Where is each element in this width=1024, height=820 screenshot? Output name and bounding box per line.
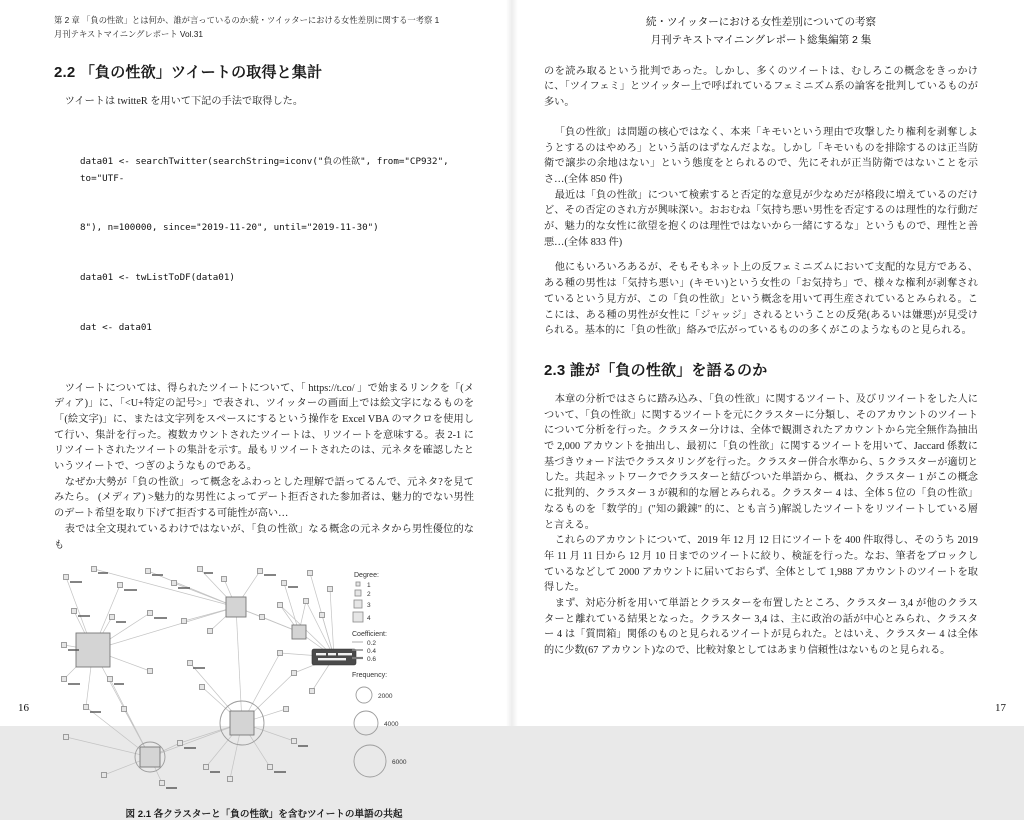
svg-text:6000: 6000 [392, 759, 407, 767]
figure-2-1 [54, 561, 474, 820]
paragraph-continuation: のを読み取るという批判であった。しかし、多くのツイートは、むしろこの概念をきっかけに、「ツイフェミ」とツイッター上で呼ばれているフェミニズム系の論客を批判しているものが多い。 [544, 65, 978, 109]
svg-text:0.4: 0.4 [367, 648, 377, 656]
paragraph-table-note: 表では全文現れているわけではないが、「負の性欲」なる概念の元ネタから男性優位的なも [54, 523, 474, 551]
legend-frequency-label: Frequency: [352, 672, 388, 680]
code-block [80, 121, 474, 369]
cooccurrence-network-diagram [54, 561, 474, 799]
legend-degree-label: Degree: [354, 572, 379, 580]
code-line: dat <- data01 [80, 321, 152, 333]
page-number-17: 17 [995, 702, 1006, 714]
paragraph-analysis: 本章の分析ではさらに踏み込み、「負の性欲」に関するツイート、及びリツイートをした人について、「負の性欲」に関するツイートを元にクラスターに分類し、そのアカウントのツイートについて分析を行った。クラスター分けは、全体で観測されたアカウントから完全無作為抽出で 2,000 アカウントを抽出し、最初に「負の性欲」に関するツイートを用いて、Jaccard 係数に基づきウォード法でクラスタリングを行った。クラスター併合水準から、5 クラスターが適切とした。共起ネットワークでクラスターと結びついた単語から、概ね、クラスター 1 がこの概念に批判的、クラスター 3 が親和的な層とみられる。クラスター 4 は、全体 5 位の「負の性欲」なるものを「数学的」("知の鍛錬" 的に、とも言う)解説したツイートをリツイートしている層と言える。 [544, 393, 978, 531]
code-line: data01 <- twListToDF(data01) [80, 272, 235, 284]
svg-text:1: 1 [367, 582, 371, 590]
section-title-2-2: 2.2 「負の性欲」ツイートの取得と集計 [54, 64, 323, 82]
tweet-quote: なぜか大勢が「負の性欲」って概念をふわっとした理解で語ってるんで、元ネタ?を見てみたら。 (メディア) >魅力的な男性によってデート拒否された参加者は、魅力的でない男性のデート希望を取り下げて拒否する可能性が高い… [54, 476, 474, 520]
svg-text:0.6: 0.6 [367, 656, 377, 664]
svg-text:2000: 2000 [378, 693, 393, 701]
tweet-quote-2: 最近は「負の性欲」について検索すると否定的な意見が少なめだが格段に増えているのだけど、その否定のされ方が興味深い。おおむね「気持ち悪い男性を否定するのは理性的な行動だが、魅力的な女性に欲望を抱くのは理性ではないから一緒にするな」というもので、理性と善悪…(全体 833 件) [544, 189, 978, 248]
network-edges [64, 569, 334, 783]
code-line: 8"), n=100000, since="2019-11-20", until="2019-11-30") [80, 222, 379, 234]
network-satellite-nodes [62, 567, 333, 786]
svg-text:2: 2 [367, 591, 371, 599]
paragraph-correspondence: まず、対応分析を用いて単語とクラスターを布置したところ、クラスター 3,4 が他のクラスターと離れている結果となった。クラスター 3,4 は、主に政治の話が中心とみられ、クラスター 4 は「質問箱」関係のものと見られるツイートが見られた。とはいえ、クラスター 4 は全体的に少数(67 アカウント)なので、比較対象としてはあまり信頼性はないものと見られる。 [544, 598, 978, 657]
highlighted-node [312, 649, 356, 665]
svg-text:3: 3 [367, 602, 371, 610]
paragraph-intro: ツイートは twitteR を用いて下記の手法で取得した。 [64, 96, 304, 108]
running-head-line1: 第 2 章 「負の性欲」とは何か、誰が言っているのか:続・ツイッターにおける女性差別に関する一考察 1 [54, 15, 440, 25]
legend-coefficient-label: Coefficient: [352, 631, 387, 639]
code-line: data01 <- searchTwitter(searchString=iconv("負の性欲", from="CP932", to="UTF- [80, 156, 455, 184]
figure-legend [352, 572, 407, 777]
figure-caption: 図 2.1 各クラスターと「負の性欲」を含むツイートの単語の共起 [125, 809, 403, 820]
svg-text:4: 4 [367, 615, 371, 623]
tweet-quote-1: 「負の性欲」は問題の核心ではなく、本来「キモいという理由で攻撃したり権利を剥奪しようとするのはやめろ」という話のはずなんだよな。しかし「キモいものを排除するのは正当防衛で譲歩の余地はない」という態度をとられるので、先にそれが正当防衛ではないことを示さ…(全体 850 件) [544, 126, 978, 185]
running-head-left [54, 14, 474, 41]
paragraph-other-views: 他にもいろいろあるが、そもそもネット上の反フェミニズムにおいて支配的な見方である、ある種の男性は「気持ち悪い」(キモい)という女性の「お気持ち」で、様々な権利が剥奪されているという見方が、この「負の性欲」という概念を用いて再生産されているとみられる。ここには、ある種の男性が女性に「ジャッジ」されるということの反発(あるいは嫌悪)が見受けられる。基本的に「負の性欲」絡みで広がっているものの多くがこのようなものと見られる。 [544, 262, 978, 337]
section-title-2-3: 2.3 誰が「負の性欲」を語るのか [544, 361, 768, 379]
running-head-line2: 月刊テキストマイニングレポート総集編第 2 集 [650, 33, 872, 46]
paragraph-method: ツイートについては、得られたツイートについて、「 https://t.co/ 」で始まるリンクを「(メディア)」に、「<U+特定の記号>」で表され、ツイッターの画面上では絵文字になるものを「(絵文字)」に、または文字列をスペースにするという操作を Excel VBA のマクロを使用して行い、集計を行った。複数カウントされたツイートは、リツイートを意味する。表 2-1 にリツイートされたツイートの集計を示す。最もリツイートされたのは、元ネタを確認したというツイートで、つぎのようなものである。 [54, 382, 474, 473]
running-head-right [544, 14, 978, 50]
running-head-line1: 続・ツイッターにおける女性差別についての考察 [645, 16, 877, 28]
page-number-16: 16 [18, 702, 29, 714]
paragraph-accounts: これらのアカウントについて、2019 年 12 月 12 日にツイートを 400 件取得し、そのうち 2019 年 11 月 11 日から 12 月 10 日までのツイートに絞り、検証を行った。なお、筆者をブロックしているなどして 2000 アカウントに届いておらず、全体として 1,988 アカウントのツイートを取得した。 [544, 535, 978, 594]
running-head-line2: 月刊テキストマイニングレポート Vol.31 [54, 28, 203, 39]
svg-text:4000: 4000 [384, 721, 399, 729]
node-label-marks [68, 572, 308, 789]
page-right [512, 0, 1024, 726]
svg-text:0.2: 0.2 [367, 640, 377, 648]
